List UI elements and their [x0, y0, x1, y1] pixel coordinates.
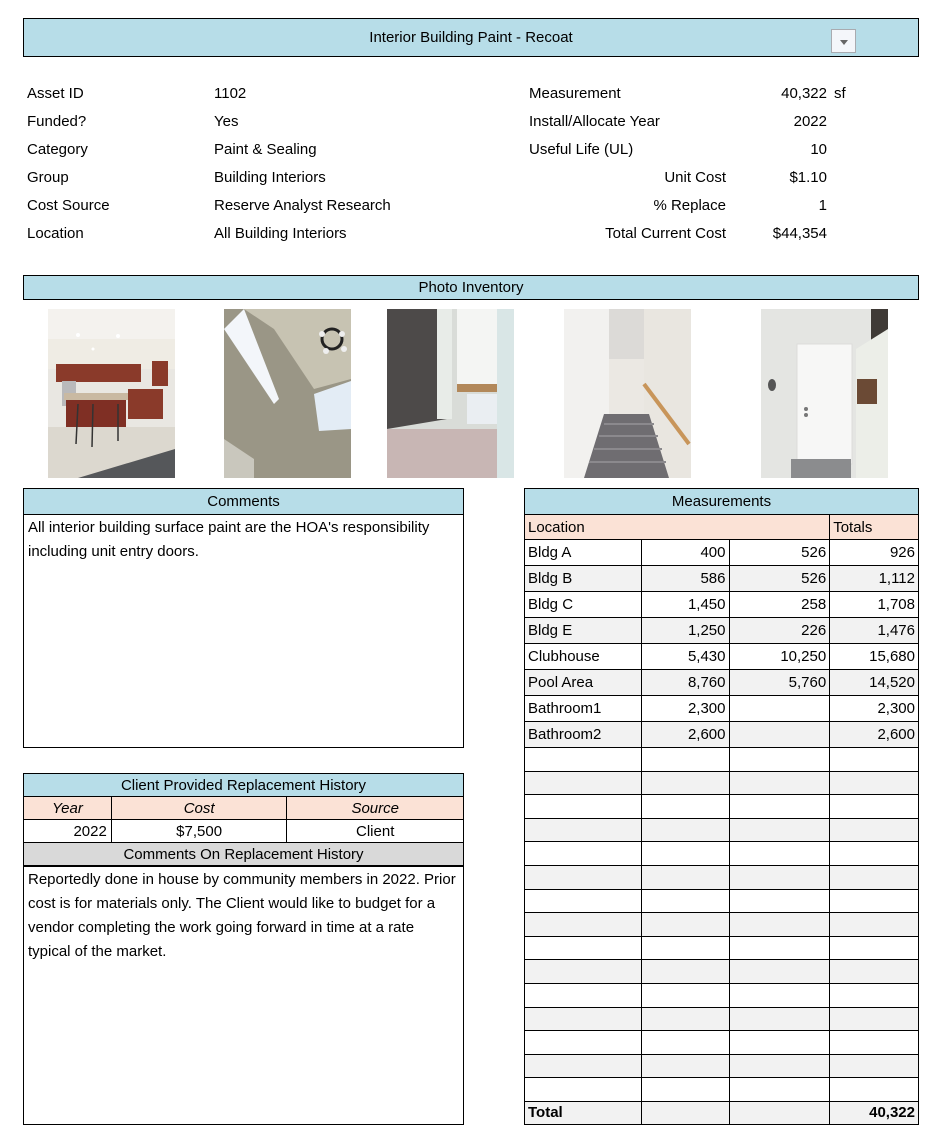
measurement-row	[525, 592, 919, 618]
cost-source-value: Reserve Analyst Research	[214, 197, 391, 214]
measurement-row	[525, 540, 919, 566]
asset-id-label: Asset ID	[27, 85, 84, 102]
measurement-location[interactable]: Clubhouse	[525, 644, 642, 670]
measurement-location[interactable]: Bathroom1	[525, 696, 642, 722]
measurement-empty-row	[525, 1031, 919, 1055]
measurement-empty-cell[interactable]	[729, 1078, 830, 1102]
measurement-empty-cell[interactable]	[641, 771, 729, 795]
measurement-empty-row	[525, 936, 919, 960]
measurement-empty-cell[interactable]	[525, 1007, 642, 1031]
measurement-empty-cell[interactable]	[830, 795, 919, 819]
measurement-empty-cell[interactable]	[525, 1031, 642, 1055]
measurement-empty-cell[interactable]	[729, 818, 830, 842]
measurement-a[interactable]: 586	[641, 566, 729, 592]
history-row	[24, 820, 464, 843]
measurement-location[interactable]: Bldg B	[525, 566, 642, 592]
asset-id-value: 1102	[214, 85, 247, 102]
category-value: Paint & Sealing	[214, 141, 317, 158]
chevron-down-icon[interactable]	[831, 29, 856, 53]
measurement-empty-cell[interactable]	[729, 913, 830, 937]
history-comments-title: Comments On Replacement History	[24, 843, 464, 866]
measurement-empty-cell[interactable]	[525, 960, 642, 984]
useful-life-label: Useful Life (UL)	[529, 141, 634, 158]
measurements-title: Measurements	[525, 489, 919, 515]
measurement-b[interactable]: 226	[729, 618, 830, 644]
measurement-total[interactable]: 14,520	[830, 670, 919, 696]
measurement-empty-cell[interactable]	[729, 771, 830, 795]
install-year-label: Install/Allocate Year	[529, 113, 660, 130]
measurement-total[interactable]: 1,476	[830, 618, 919, 644]
measurement-empty-cell[interactable]	[525, 983, 642, 1007]
measurement-empty-cell[interactable]	[729, 936, 830, 960]
comments-header	[23, 488, 464, 514]
measurement-empty-cell[interactable]	[729, 1031, 830, 1055]
measurement-total[interactable]: 926	[830, 540, 919, 566]
measurement-total[interactable]: 2,600	[830, 722, 919, 748]
measurement-row	[525, 670, 919, 696]
measurement-empty-row	[525, 889, 919, 913]
photo-inventory-title: Photo Inventory	[418, 279, 524, 296]
measurement-empty-cell[interactable]	[830, 1078, 919, 1102]
measurement-b[interactable]	[729, 722, 830, 748]
measurement-empty-cell[interactable]	[729, 748, 830, 772]
install-year-value: 2022	[793, 113, 827, 130]
location-label: Location	[27, 225, 84, 242]
measurement-empty-cell[interactable]	[830, 936, 919, 960]
measurement-empty-cell[interactable]	[830, 889, 919, 913]
measurement-empty-cell[interactable]	[525, 865, 642, 889]
measurement-empty-cell[interactable]	[525, 842, 642, 866]
history-year[interactable]: 2022	[24, 820, 112, 843]
unit-cost-value: $1.10	[789, 169, 827, 186]
measurements-table	[524, 488, 919, 1125]
measurement-empty-cell[interactable]	[641, 913, 729, 937]
measurement-empty-cell[interactable]	[729, 960, 830, 984]
measurement-empty-cell[interactable]	[525, 1054, 642, 1078]
measurement-b[interactable]: 526	[729, 566, 830, 592]
measurement-empty-cell[interactable]	[641, 1078, 729, 1102]
measurement-location[interactable]: Bldg C	[525, 592, 642, 618]
measurement-empty-cell[interactable]	[525, 771, 642, 795]
measurement-empty-cell[interactable]	[641, 936, 729, 960]
measurements-total-cell	[729, 1101, 830, 1124]
measurement-empty-cell[interactable]	[830, 1007, 919, 1031]
measurement-empty-row	[525, 818, 919, 842]
measurement-empty-cell[interactable]	[830, 983, 919, 1007]
measurement-empty-row	[525, 795, 919, 819]
measurements-column-row	[525, 515, 919, 540]
measurement-b[interactable]: 5,760	[729, 670, 830, 696]
measurement-row	[525, 644, 919, 670]
measurement-empty-cell[interactable]	[729, 1007, 830, 1031]
percent-replace-value: 1	[818, 197, 827, 214]
measurement-empty-cell[interactable]	[641, 748, 729, 772]
measurement-location[interactable]: Bldg E	[525, 618, 642, 644]
measurement-empty-cell[interactable]	[830, 1054, 919, 1078]
useful-life-value: 10	[810, 141, 827, 158]
history-col-cost: Cost	[111, 797, 287, 820]
total-current-cost-label: Total Current Cost	[605, 225, 726, 242]
measurement-empty-cell[interactable]	[830, 771, 919, 795]
asset-title-bar	[23, 18, 919, 57]
measurements-total-row	[525, 1101, 919, 1124]
measurement-empty-cell[interactable]	[525, 818, 642, 842]
measurement-b[interactable]: 10,250	[729, 644, 830, 670]
measurement-empty-cell[interactable]	[641, 889, 729, 913]
replacement-history-title: Client Provided Replacement History	[120, 777, 367, 794]
replacement-history-table	[23, 796, 464, 866]
category-label: Category	[27, 141, 88, 158]
measurement-empty-row	[525, 865, 919, 889]
comments-text[interactable]: All interior building surface paint are the HOA's responsibility including unit entry doors.	[23, 514, 464, 748]
measurement-empty-row	[525, 983, 919, 1007]
photo-inventory-header	[23, 275, 919, 300]
measurement-empty-cell[interactable]	[830, 865, 919, 889]
measurement-empty-cell[interactable]	[525, 889, 642, 913]
measurement-empty-cell[interactable]	[729, 1054, 830, 1078]
history-col-source: Source	[287, 797, 464, 820]
measurement-location[interactable]: Bathroom2	[525, 722, 642, 748]
measurement-empty-cell[interactable]	[830, 1031, 919, 1055]
measurement-empty-cell[interactable]	[830, 913, 919, 937]
measurement-empty-cell[interactable]	[641, 842, 729, 866]
measurement-total[interactable]: 2,300	[830, 696, 919, 722]
measurement-empty-cell[interactable]	[641, 1007, 729, 1031]
measurement-empty-row	[525, 913, 919, 937]
measurement-row	[525, 566, 919, 592]
measurements-total-value: 40,322	[830, 1101, 919, 1124]
measurement-empty-row	[525, 960, 919, 984]
measurement-empty-cell[interactable]	[641, 818, 729, 842]
measurement-a[interactable]: 2,600	[641, 722, 729, 748]
staircase-door-photo[interactable]	[387, 309, 514, 478]
comments-title: Comments	[207, 493, 280, 510]
measurements-col-location: Location	[525, 515, 830, 540]
measurement-empty-cell[interactable]	[641, 960, 729, 984]
measurement-empty-row	[525, 748, 919, 772]
measurement-a[interactable]: 5,430	[641, 644, 729, 670]
vaulted-ceiling-photo[interactable]	[224, 309, 351, 478]
asset-title: Interior Building Paint - Recoat	[369, 29, 573, 46]
measurement-empty-cell[interactable]	[729, 795, 830, 819]
measurement-location[interactable]: Pool Area	[525, 670, 642, 696]
measurement-a[interactable]: 1,250	[641, 618, 729, 644]
measurement-empty-cell[interactable]	[525, 1078, 642, 1102]
measurement-empty-cell[interactable]	[729, 983, 830, 1007]
measurements-header-row	[525, 489, 919, 515]
measurements-total-cell	[641, 1101, 729, 1124]
measurement-empty-cell[interactable]	[641, 865, 729, 889]
measurement-empty-cell[interactable]	[830, 960, 919, 984]
measurement-row	[525, 618, 919, 644]
funded-label: Funded?	[27, 113, 87, 130]
measurement-row	[525, 696, 919, 722]
measurement-b[interactable]: 258	[729, 592, 830, 618]
measurement-empty-cell[interactable]	[525, 913, 642, 937]
group-label: Group	[27, 169, 69, 186]
measurement-empty-cell[interactable]	[641, 983, 729, 1007]
measurement-location[interactable]: Bldg A	[525, 540, 642, 566]
measurement-a[interactable]: 8,760	[641, 670, 729, 696]
measurements-total-label: Total	[525, 1101, 642, 1124]
unit-cost-label: Unit Cost	[664, 169, 726, 186]
replacement-history-header	[23, 773, 464, 797]
measurements-col-totals: Totals	[830, 515, 919, 540]
kitchen-photo[interactable]	[48, 309, 175, 478]
measurement-total[interactable]: 15,680	[830, 644, 919, 670]
measurement-a[interactable]: 2,300	[641, 696, 729, 722]
measurement-b[interactable]: 526	[729, 540, 830, 566]
measurement-empty-row	[525, 1054, 919, 1078]
measurement-b[interactable]	[729, 696, 830, 722]
measurement-unit: sf	[834, 85, 846, 102]
measurement-empty-cell[interactable]	[525, 795, 642, 819]
history-source[interactable]: Client	[287, 820, 464, 843]
measurement-empty-cell[interactable]	[830, 818, 919, 842]
measurement-value: 40,322	[781, 85, 827, 102]
cost-source-label: Cost Source	[27, 197, 110, 214]
measurement-empty-row	[525, 1007, 919, 1031]
funded-value: Yes	[214, 113, 239, 130]
measurement-total[interactable]: 1,708	[830, 592, 919, 618]
measurement-empty-cell[interactable]	[525, 936, 642, 960]
measurement-empty-cell[interactable]	[830, 842, 919, 866]
history-cost[interactable]: $7,500	[111, 820, 287, 843]
history-header-row	[24, 797, 464, 820]
history-comments-header-row	[24, 843, 464, 866]
measurement-empty-cell[interactable]	[525, 748, 642, 772]
measurement-empty-row	[525, 1078, 919, 1102]
group-value: Building Interiors	[214, 169, 326, 186]
total-current-cost-value: $44,354	[772, 225, 827, 242]
measurement-empty-cell[interactable]	[641, 1031, 729, 1055]
history-comments-text[interactable]: Reportedly done in house by community members in 2022. Prior cost is for materials only. The Client would like to budget for a vendor completing the work going forward in time at a rate typical of the market.	[23, 866, 464, 1125]
measurement-empty-cell[interactable]	[641, 795, 729, 819]
history-col-year: Year	[24, 797, 112, 820]
measurement-a[interactable]: 1,450	[641, 592, 729, 618]
measurement-empty-cell[interactable]	[729, 842, 830, 866]
entry-door-photo[interactable]	[761, 309, 888, 478]
measurement-a[interactable]: 400	[641, 540, 729, 566]
measurement-empty-cell[interactable]	[830, 748, 919, 772]
percent-replace-label: % Replace	[653, 197, 726, 214]
location-value: All Building Interiors	[214, 225, 347, 242]
measurement-empty-cell[interactable]	[729, 865, 830, 889]
measurement-row	[525, 722, 919, 748]
stairway-photo[interactable]	[564, 309, 691, 478]
measurement-empty-row	[525, 842, 919, 866]
measurement-empty-cell[interactable]	[729, 889, 830, 913]
measurement-total[interactable]: 1,112	[830, 566, 919, 592]
measurement-empty-cell[interactable]	[641, 1054, 729, 1078]
measurement-empty-row	[525, 771, 919, 795]
measurement-label: Measurement	[529, 85, 621, 102]
